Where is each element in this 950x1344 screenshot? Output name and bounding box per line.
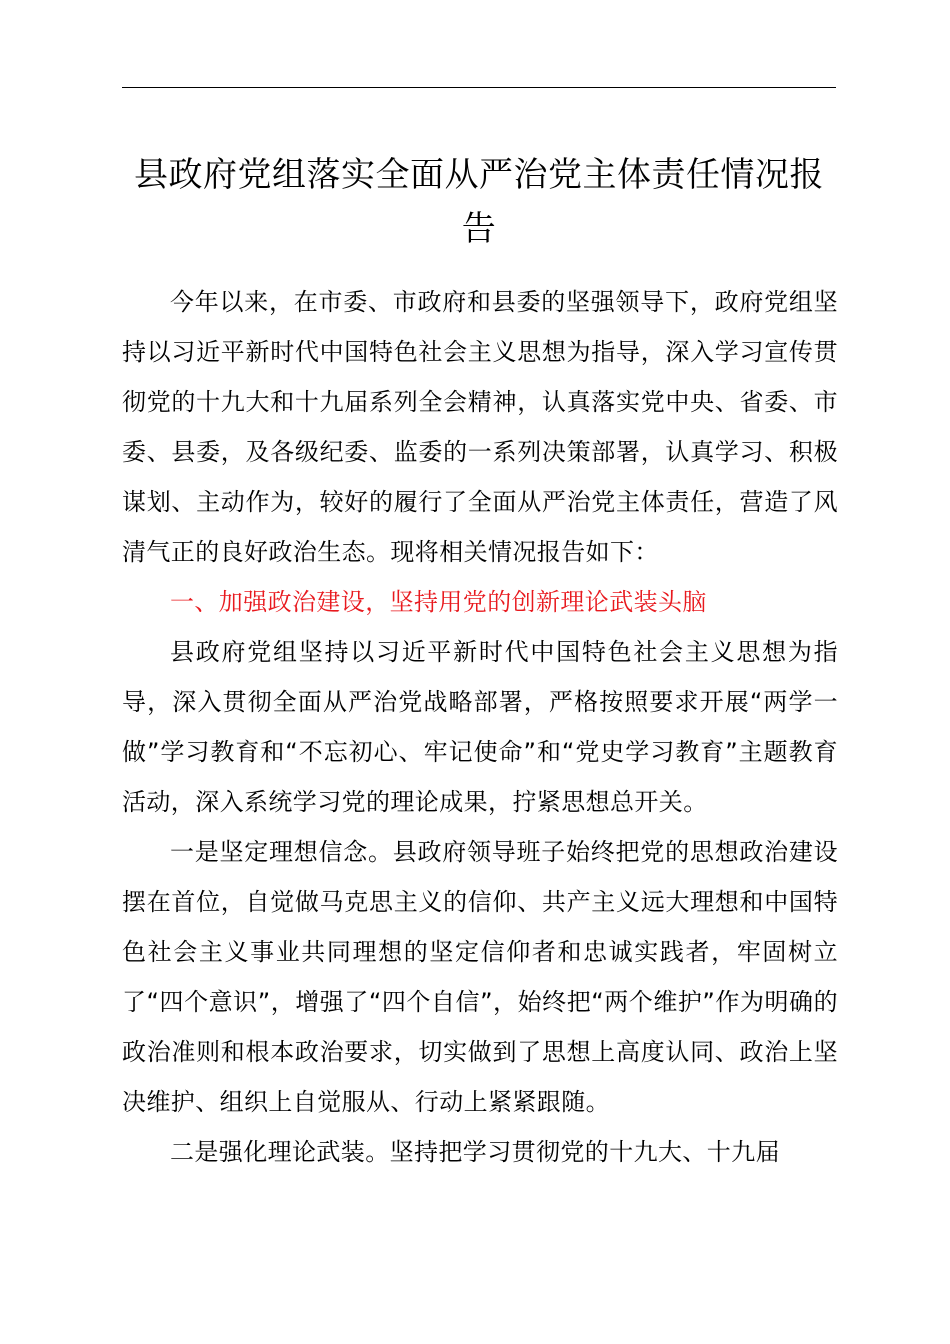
- document-title: 县政府党组落实全面从严治党主体责任情况报告: [134, 155, 824, 249]
- document-body: [122, 277, 838, 1177]
- point-2-paragraph: 二是强化理论武装。坚持把学习贯彻党的十九大、十九届: [170, 1138, 780, 1166]
- header-rule: [122, 87, 836, 88]
- section-1-paragraph: 县政府党组坚持以习近平新时代中国特色社会主义思想为指导，深入贯彻全面从严治党战略部署，严格按照要求开展“两学一做”学习教育和“不忘初心、牢记使命”和“党史学习教育”主题教育活动，深入系统学习党的理论成果，拧紧思想总开关。: [122, 638, 838, 816]
- intro-paragraph: 今年以来，在市委、市政府和县委的坚强领导下，政府党组坚持以习近平新时代中国特色社会主义思想为指导，深入学习宣传贯彻党的十九大和十九届系列全会精神，认真落实党中央、省委、市委、县委，及各级纪委、监委的一系列决策部署，认真学习、积极谋划、主动作为，较好的履行了全面从严治党主体责任，营造了风清气正的良好政治生态。现将相关情况报告如下：: [122, 288, 838, 566]
- point-1-paragraph: 一是坚定理想信念。县政府领导班子始终把党的思想政治建设摆在首位，自觉做马克思主义的信仰、共产主义远大理想和中国特色社会主义事业共同理想的坚定信仰者和忠诚实践者，牢固树立了“四个意识”，增强了“四个自信”，始终把“两个维护”作为明确的政治准则和根本政治要求，切实做到了思想上高度认同、政治上坚决维护、组织上自觉服从、行动上紧紧跟随。: [122, 838, 838, 1116]
- section-1-heading: 一、加强政治建设，坚持用党的创新理论武装头脑: [170, 588, 707, 616]
